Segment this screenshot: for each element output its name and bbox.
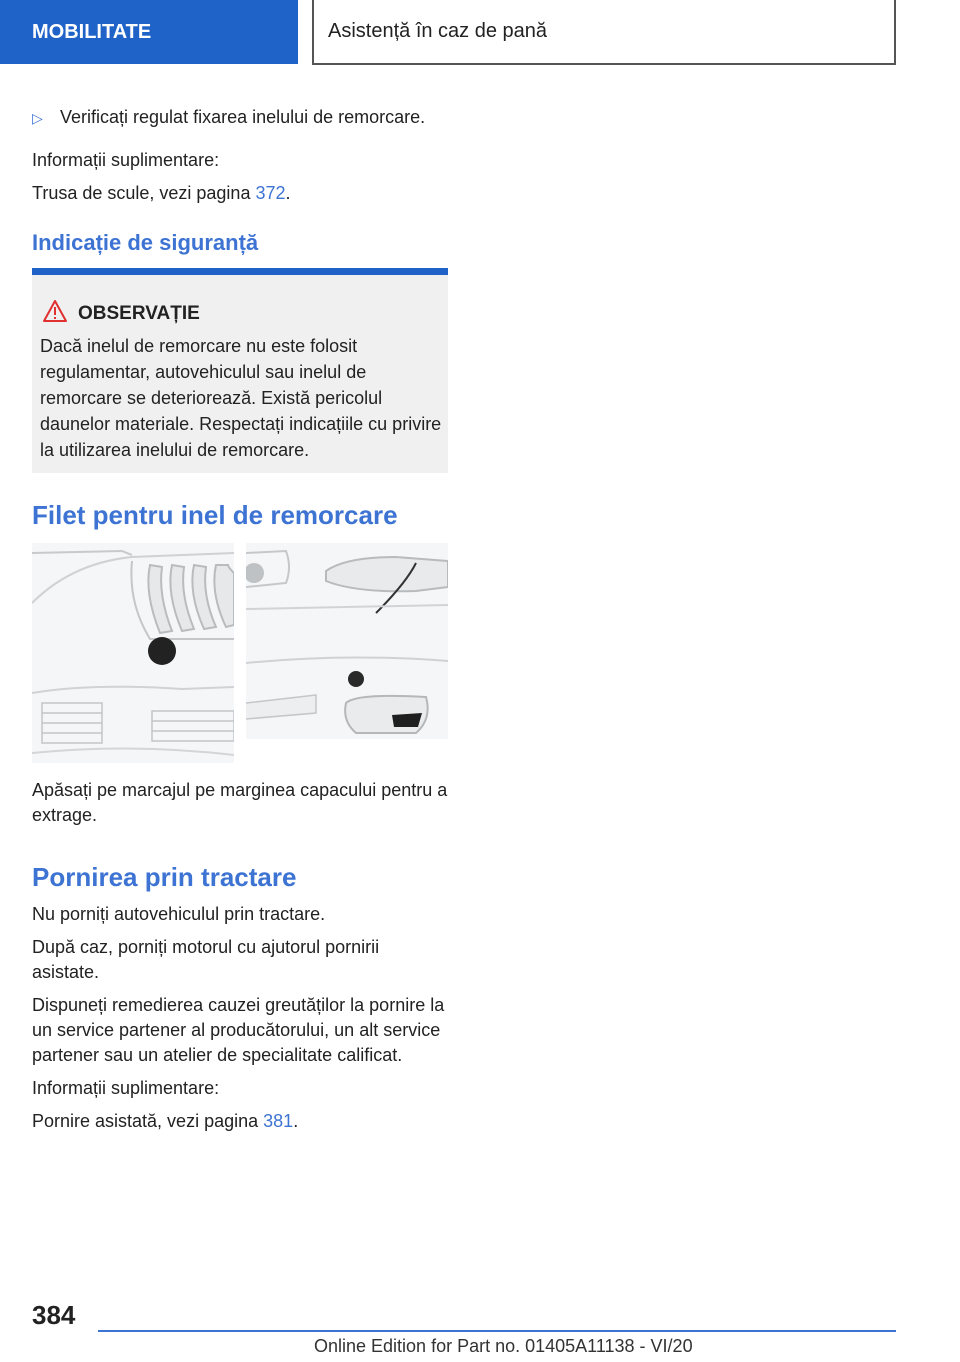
notice-text: Dacă inelul de remorcare nu este folosit regulamentar, autovehiculul sau inelul de remorcare se deteriorează. Există pericolul daunelor materiale. Respectați indicațiile cu privire la utilizarea inelului de remorcare. [40, 336, 442, 460]
reference-line-2 [32, 1109, 448, 1134]
tow-start-body [32, 902, 448, 1134]
info-label-2: Informații suplimentare: [32, 1078, 220, 1098]
thread-heading: Filet pentru inel de remorcare [32, 500, 398, 530]
reference-text: Trusa de scule, vezi pagina [32, 183, 256, 203]
notice-box [32, 268, 448, 473]
chapter-title: Asistență în caz de pană [328, 20, 548, 42]
reference-suffix: . [285, 183, 291, 203]
safety-heading: Indicație de siguranță [32, 230, 259, 255]
edition-text: Online Edition for Part no. 01405A11138 - VI/20 [314, 1336, 693, 1356]
tow-start-heading: Pornirea prin tractare [32, 862, 297, 892]
bullet-text: Verificați regulat fixarea inelului de remorcare. [60, 107, 426, 127]
reference-line [32, 181, 448, 206]
page-link-381[interactable]: 381 [263, 1111, 294, 1131]
thread-paragraph [32, 778, 448, 828]
warning-icon [42, 299, 68, 323]
notice-title: OBSERVAȚIE [78, 303, 200, 324]
tow-start-p1: Nu porniți autovehiculul prin tractare. [32, 904, 326, 924]
bumper-front-image [32, 543, 234, 763]
section-title: MOBILITATE [32, 20, 152, 43]
bumper-rear-image [246, 543, 448, 739]
reference-suffix-2: . [293, 1111, 299, 1131]
tow-start-p3: Dispuneți remedierea cauzei greutăților la pornire la un service partener al producătorului, un alt service partener sau un atelier de specialitate calificat. [32, 995, 445, 1065]
tow-start-p2: După caz, porniți motorul cu ajutorul pornirii asistate. [32, 937, 380, 982]
chapter-header [312, 0, 896, 65]
info-label: Informații suplimentare: [32, 150, 220, 170]
info-block-1 [32, 148, 448, 206]
page-number: 384 [32, 1300, 76, 1330]
section-tab [0, 0, 298, 64]
reference-text-2: Pornire asistată, vezi pagina [32, 1111, 264, 1131]
page-link-372[interactable]: 372 [255, 183, 286, 203]
bullet-item [32, 105, 448, 131]
footer-divider [98, 1330, 896, 1332]
triangle-bullet-icon: ▷ [32, 110, 43, 126]
thread-text: Apăsați pe marcajul pe marginea capacului pentru a extrage. [32, 780, 448, 825]
